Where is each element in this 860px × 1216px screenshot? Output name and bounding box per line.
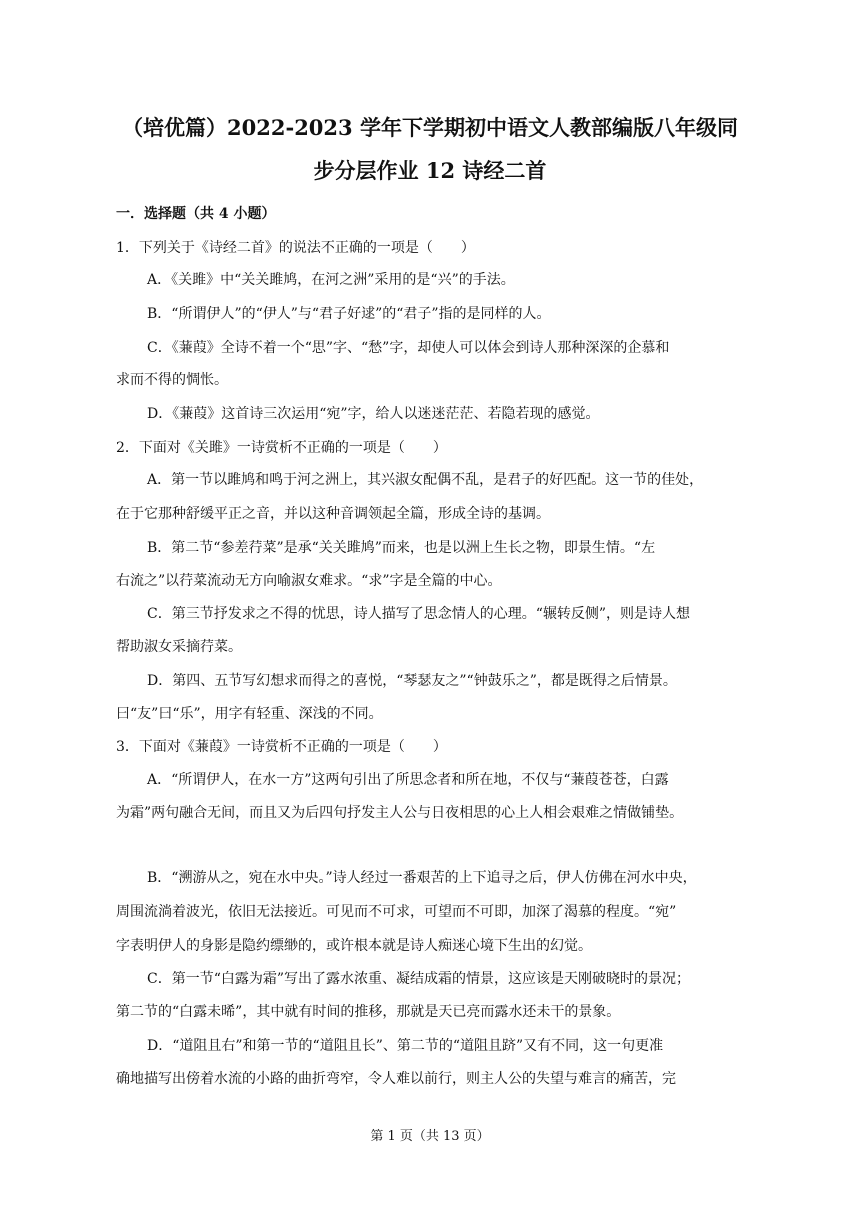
question-1-option-d: D．《蒹葭》这首诗三次运用“宛”字，给人以迷迷茫茫、若隐若现的感觉。 — [147, 406, 600, 422]
question-2-option-d-cont: 曰“友”曰“乐”，用字有轻重、深浅的不同。 — [116, 706, 383, 722]
question-2-stem: 2．下面对《关雎》一诗赏析不正确的一项是（ ） — [116, 440, 447, 456]
question-1-option-b: B．“所谓伊人”的“伊人”与“君子好逑”的“君子”指的是同样的人。 — [147, 306, 551, 322]
question-2-option-a: A．第一节以雎鸠和鸣于河之洲上，其兴淑女配偶不乱，是君子的好匹配。这一节的佳处， — [147, 472, 704, 488]
question-1-stem: 1．下列关于《诗经二首》的说法不正确的一项是（ ） — [116, 240, 475, 256]
question-3-option-c-cont: 第二节的“白露未晞”，其中就有时间的推移，那就是天已亮而露水还未干的景象。 — [116, 1004, 621, 1020]
question-3-option-b-cont-1: 周围流淌着波光，依旧无法接近。可见而不可求，可望而不可即，加深了渴慕的程度。“宛” — [116, 904, 677, 920]
question-3-option-d: D．“道阻且右”和第一节的“道阻且长”、第二节的“道阻且跻”又有不同，这一句更准 — [147, 1038, 664, 1054]
question-3-option-c: C．第一节“白露为霜”写出了露水浓重、凝结成霜的情景，这应该是天刚破晓时的景况； — [147, 971, 691, 987]
question-2-option-d: D．第四、五节写幻想求而得之的喜悦，“琴瑟友之”“钟鼓乐之”，都是既得之后情景。 — [147, 673, 677, 689]
question-2-option-c-cont: 帮助淑女采摘荇菜。 — [116, 639, 242, 655]
question-2-option-c: C．第三节抒发求之不得的忧思，诗人描写了思念情人的心理。“辗转反侧”，则是诗人想 — [147, 606, 691, 622]
question-2-option-b: B．第二节“参差荇菜”是承“关关雎鸠”而来，也是以洲上生长之物，即景生情。“左 — [147, 540, 656, 556]
question-1-option-c: C．《蒹葭》全诗不着一个“思”字、“愁”字，却使人可以体会到诗人那种深深的企慕和 — [147, 340, 670, 356]
question-3-option-d-cont: 确地描写出傍着水流的小路的曲折弯窄，令人难以前行，则主人公的失望与难言的痛苦，完 — [116, 1071, 676, 1087]
document-title-line-1: （培优篇）2022-2023 学年下学期初中语文人教部编版八年级同 — [122, 115, 738, 140]
question-3-option-a: A．“所谓伊人，在水一方”这两句引出了所思念者和所在地，不仅与“蒹葭苍苍，白露 — [147, 772, 669, 788]
question-2-option-b-cont: 右流之”以荇菜流动无方向喻淑女难求。“求”字是全篇的中心。 — [116, 573, 502, 589]
question-2-option-a-cont: 在于它那种舒缓平正之音，并以这种音调领起全篇，形成全诗的基调。 — [116, 506, 550, 522]
page-footer: 第 1 页（共 13 页） — [370, 1129, 490, 1144]
question-1-option-a: A．《关雎》中“关关雎鸠，在河之洲”采用的是“兴”的手法。 — [147, 272, 515, 288]
question-3-stem: 3．下面对《蒹葭》一诗赏析不正确的一项是（ ） — [116, 739, 447, 755]
question-3-option-b: B．“溯游从之，宛在水中央。”诗人经过一番艰苦的上下追寻之后，伊人仿佛在河水中央， — [147, 870, 697, 886]
question-3-option-b-cont-2: 字表明伊人的身影是隐约缥缈的，或许根本就是诗人痴迷心境下生出的幻觉。 — [116, 938, 592, 954]
section-heading: 一．选择题（共 4 小题） — [116, 206, 276, 222]
question-3-option-a-cont: 为霜”两句融合无间，而且又为后四句抒发主人公与日夜相思的心上人相会艰难之情做铺垫。 — [116, 805, 684, 821]
document-title-line-2: 步分层作业 12 诗经二首 — [313, 158, 547, 183]
question-1-option-c-cont: 求而不得的惆怅。 — [116, 372, 228, 388]
